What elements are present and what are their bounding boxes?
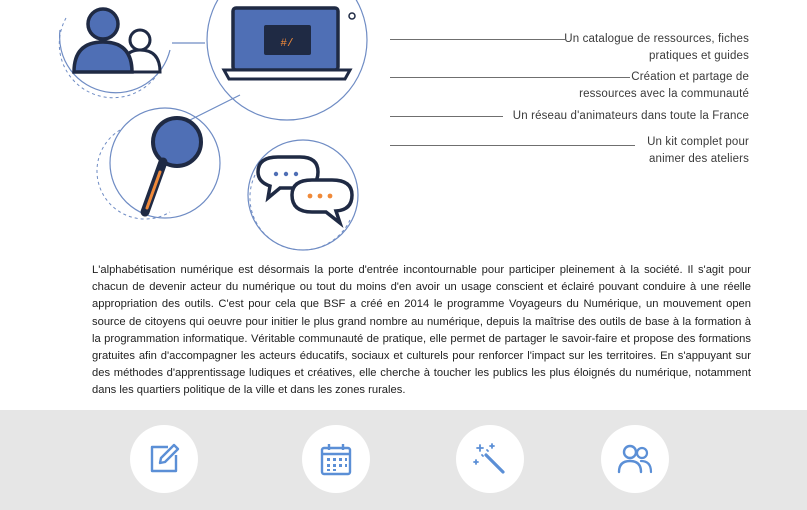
illustration-svg	[0, 0, 380, 255]
feature-text-line: pratiques et guides	[648, 50, 749, 62]
hero-illustration	[0, 0, 380, 255]
users-icon	[59, 9, 170, 98]
people-icon-button[interactable]	[601, 425, 669, 493]
intro-paragraph: L'alphabétisation numérique est désormais la porte d'entrée incontournable pour participer pleinement à la société. Il s'agit pour chacun de devenir acteur du numérique ou tout du moins d'en avoir un usage conscient et éclairé pouvant conduire à une réelle appropriation des outils. C'est pour cela que BSF a créé en 2014 le programme Voyageurs du Numérique, un mouvement open source de citoyens qui oeuvre pour initier le plus grand nombre au numérique, depuis la maîtrise des outils de base à la formation à la programmation informatique. Véritable communauté de pratique, elle permet de partager le savoir-faire et propose des formations gratuites afin d'accompagner les acteurs éducatifs, sociaux et culturels pour renforcer l'impact sur les territoires. En s'appuyant sur des méthodes d'apprentissage ludiques et créatives, elle cherche à toucher les publics les plus éloignés du numérique, notamment dans les quartiers politique de la ville et dans les zones rurales.	[92, 264, 751, 397]
features-list	[385, 0, 755, 180]
feature-text-line: Un catalogue de ressources, fiches	[564, 33, 749, 45]
laptop-icon	[207, 0, 367, 120]
calendar-icon	[318, 441, 354, 477]
magic-wand-icon-button[interactable]	[456, 425, 524, 493]
feature-divider-line	[390, 145, 635, 146]
chat-bubbles-icon	[248, 140, 358, 250]
feature-item-creation	[579, 69, 749, 103]
feature-text-line: ressources avec la communauté	[579, 88, 749, 100]
laptop-screen-text: #/	[280, 38, 294, 50]
feature-text-line: Un kit complet pour	[647, 136, 749, 148]
services-band	[0, 410, 807, 510]
feature-text-line: Création et partage de	[631, 71, 749, 83]
feature-item-catalogue	[564, 31, 749, 65]
edit-icon	[146, 441, 182, 477]
edit-icon-button[interactable]	[130, 425, 198, 493]
feature-item-kit	[647, 134, 749, 168]
people-icon	[617, 441, 653, 477]
feature-text-line: Un réseau d'animateurs dans toute la France	[512, 110, 749, 122]
feature-text-line: animer des ateliers	[648, 153, 749, 165]
calendar-icon-button[interactable]	[302, 425, 370, 493]
feature-item-network	[513, 108, 749, 125]
magnifier-icon	[97, 108, 220, 219]
magic-wand-icon	[472, 441, 508, 477]
feature-divider-line	[390, 39, 565, 40]
feature-divider-line	[390, 116, 503, 117]
